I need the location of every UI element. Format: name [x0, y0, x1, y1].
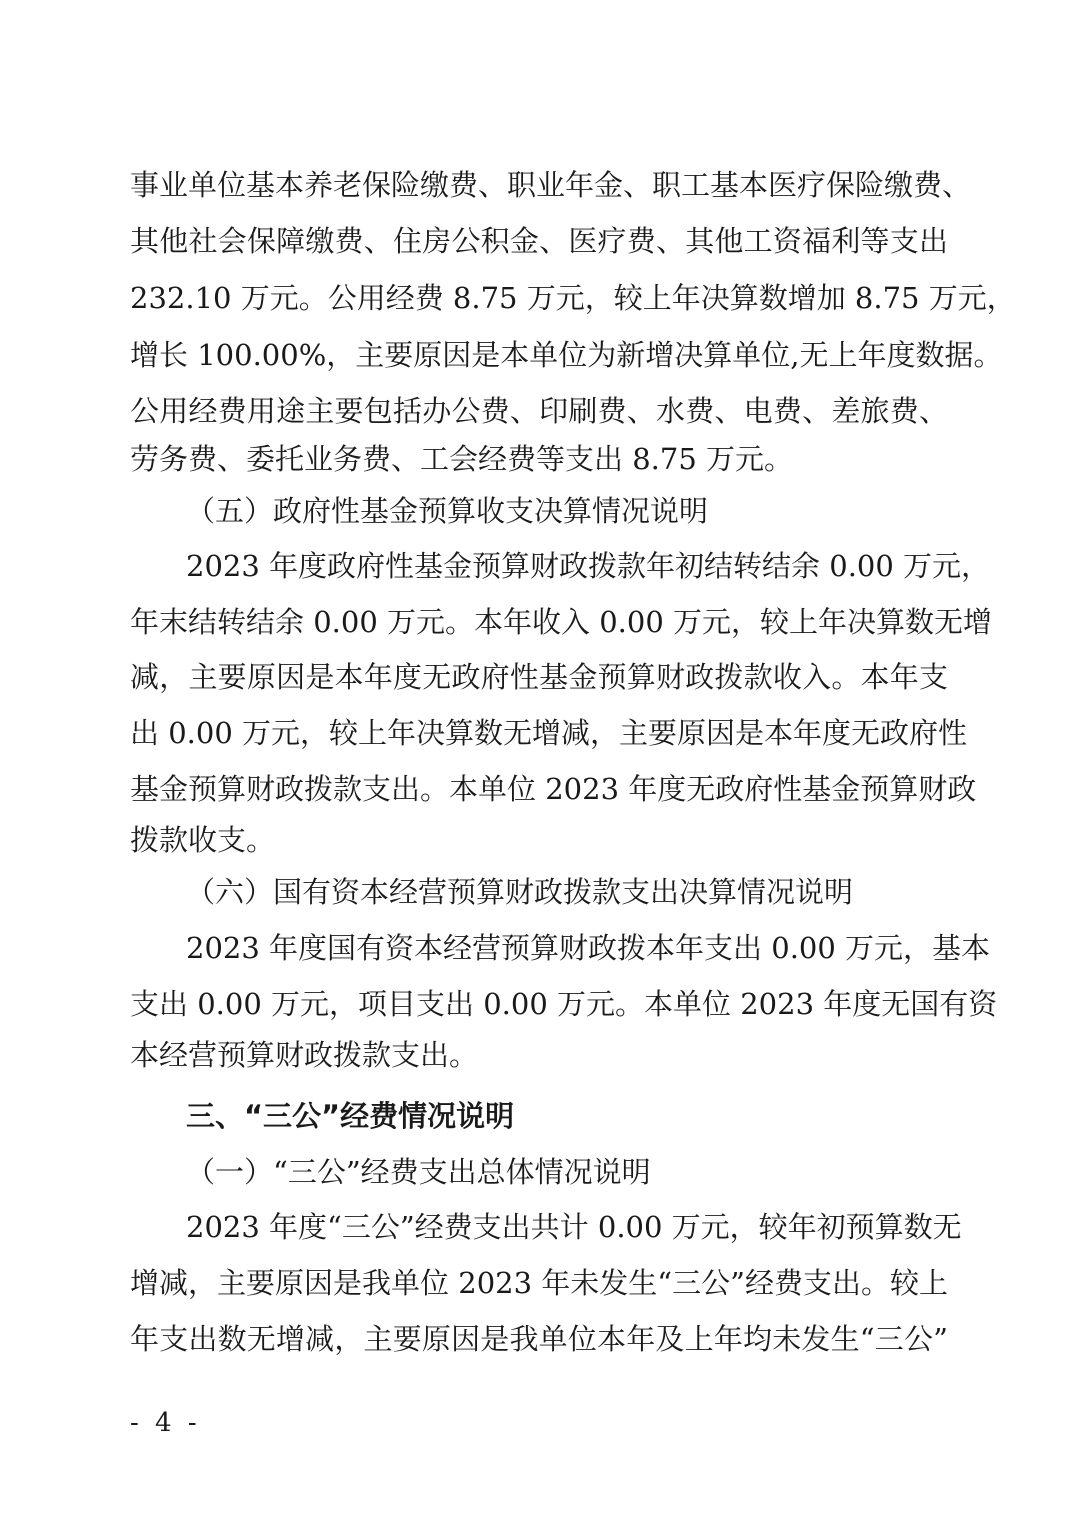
paragraph-line: 年末结转结余 0.00 万元。本年收入 0.00 万元，较上年决算数无增: [130, 605, 993, 639]
section-heading-6: （六）国有资本经营预算财政拨款支出决算情况说明: [186, 875, 854, 909]
paragraph-line: 支出 0.00 万元，项目支出 0.00 万元。本单位 2023 年度无国有资: [130, 987, 998, 1021]
page-number: - 4 -: [130, 1408, 201, 1438]
paragraph-line: 减，主要原因是本年度无政府性基金预算财政拨款收入。本年支: [130, 660, 948, 694]
paragraph-line: 2023 年度“三公”经费支出共计 0.00 万元，较年初预算数无: [186, 1210, 962, 1244]
paragraph-line: 事业单位基本养老保险缴费、职业年金、职工基本医疗保险缴费、: [130, 168, 972, 202]
chapter-heading-3: 三、“三公”经费情况说明: [186, 1099, 515, 1133]
paragraph-line: 出 0.00 万元，较上年决算数无增减，主要原因是本年度无政府性: [130, 716, 968, 750]
paragraph-line: 基金预算财政拨款支出。本单位 2023 年度无政府性基金预算财政: [130, 772, 977, 806]
section-heading-5: （五）政府性基金预算收支决算情况说明: [186, 494, 709, 528]
section-heading-3-1: （一）“三公”经费支出总体情况说明: [186, 1155, 651, 1189]
paragraph-line: 增长 100.00%，主要原因是本单位为新增决算单位,无上年度数据。: [130, 338, 1003, 372]
paragraph-line: 拨款收支。: [130, 823, 276, 857]
paragraph-line: 公用经费用途主要包括办公费、印刷费、水费、电费、差旅费、: [130, 394, 948, 428]
paragraph-line: 劳务费、委托业务费、工会经费等支出 8.75 万元。: [130, 442, 794, 476]
paragraph-line: 2023 年度国有资本经营预算财政拨本年支出 0.00 万元，基本: [186, 931, 991, 965]
paragraph-line: 其他社会保障缴费、住房公积金、医疗费、其他工资福利等支出: [130, 224, 948, 258]
paragraph-line: 本经营预算财政拨款支出。: [130, 1038, 479, 1072]
paragraph-line: 增减，主要原因是我单位 2023 年未发生“三公”经费支出。较上: [130, 1266, 948, 1300]
paragraph-line: 2023 年度政府性基金预算财政拨款年初结转结余 0.00 万元，: [186, 549, 991, 583]
paragraph-line: 年支出数无增减，主要原因是我单位本年及上年均未发生“三公”: [130, 1322, 948, 1356]
paragraph-line: 232.10 万元。公用经费 8.75 万元，较上年决算数增加 8.75 万元，: [130, 281, 1016, 315]
